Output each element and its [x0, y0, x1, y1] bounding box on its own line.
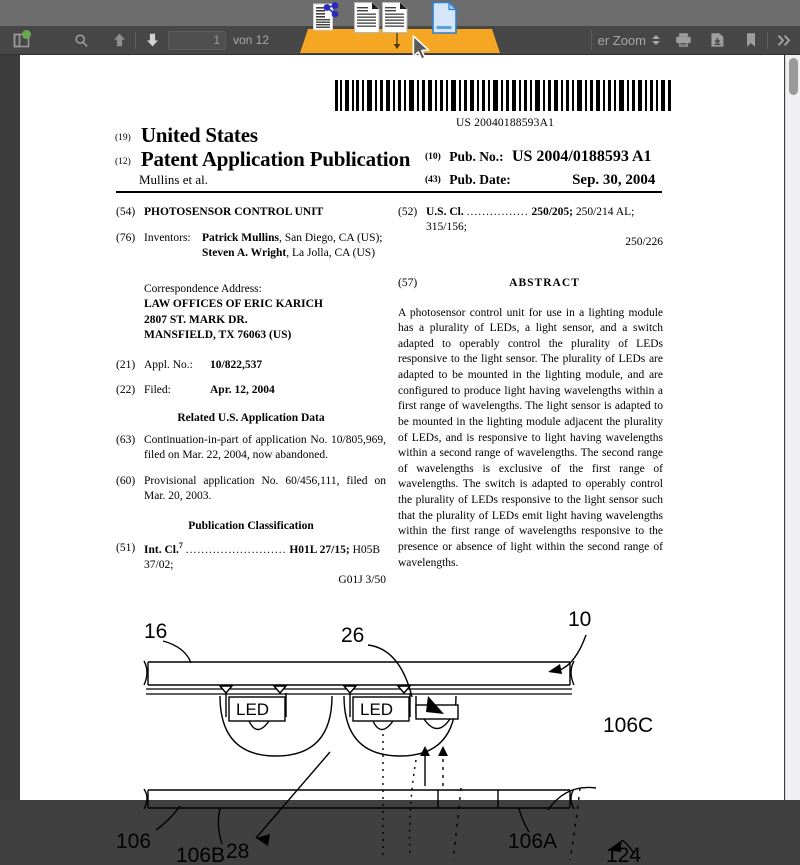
- scrollbar-thumb[interactable]: [789, 58, 798, 95]
- figure-label-16: 16: [144, 620, 168, 643]
- title-num: (54): [116, 206, 136, 218]
- us-cl-field: [398, 205, 663, 251]
- abstract-text: A photosensor control unit for use in a lighting module has a plurality of LEDs, a light sensor, and a switch adapted to operably control the plurality of LEDs responsive to the light sensor. The plurality of LEDs are adapted to be mounted in the lighting module, and are configured to produce light having wavelengths within a first range of wavelengths. The light sensor is adapted to be mounted in the lighting module adjacent the plurality of LEDs, and is responsive to light having wavelengths within a second range of wavelengths. The second range of wavelengths is exclusive of the first range of wavelengths. The switch is adapted to operably control the plurality of LEDs responsive to the light sensor such that the plurality of LEDs emit light having wavelengths within the first range of wavelengths responsive to the presence or absence of light within the second range of wavelengths.: [398, 306, 663, 569]
- int-cl-label: Int. Cl.: [144, 543, 179, 556]
- related-60-text: Provisional application No. 60/456,111, filed on Mar. 20, 2003.: [144, 475, 386, 503]
- invention-title: PHOTOSENSOR CONTROL UNIT: [144, 206, 324, 218]
- figure-label-10: 10: [568, 608, 592, 631]
- int-cl-value-secondary: H05B 37/02;: [144, 543, 381, 571]
- toolbar-divider: [135, 32, 136, 49]
- appl-no-num: (21): [116, 358, 136, 371]
- toolbar-right-group: [671, 29, 796, 52]
- search-icon: [74, 33, 89, 48]
- related-60-num: (60): [116, 475, 136, 488]
- drag-ghost-icons: [313, 1, 458, 37]
- figure-label-106: 106: [116, 830, 152, 853]
- kind-name: Patent Application Publication: [140, 147, 411, 171]
- us-cl-num: (52): [398, 206, 418, 218]
- inventors-label: Inventors:: [144, 232, 191, 245]
- country-name: United States: [140, 123, 258, 147]
- figure-labels: [116, 608, 653, 865]
- related-63-num: (63): [116, 433, 136, 446]
- barcode-block: [330, 80, 680, 129]
- inventors-body: [144, 231, 386, 261]
- mouse-cursor: [412, 35, 432, 67]
- right-column: [398, 205, 663, 571]
- int-cl-value-line-2: G01J 3/50: [338, 573, 386, 586]
- arrow-down-icon: [145, 32, 160, 48]
- appl-no-body: [144, 358, 386, 373]
- classification-heading: Publication Classification: [188, 519, 314, 532]
- next-page-button[interactable]: [140, 29, 164, 52]
- vertical-scrollbar[interactable]: [785, 55, 800, 800]
- arrow-up-icon: [112, 32, 127, 48]
- figure-label-106B: 106B: [176, 844, 226, 865]
- us-cl-value-secondary: 250/214 AL; 315/156;: [426, 206, 635, 234]
- previous-page-button[interactable]: [107, 29, 131, 52]
- authors-line: Mullins et al.: [139, 172, 208, 187]
- pub-no-label: Pub. No.:: [449, 149, 504, 164]
- barcode-number: US 20040188593A1: [455, 117, 555, 129]
- filed-field: [116, 383, 386, 398]
- zoom-select[interactable]: [591, 30, 665, 50]
- search-button[interactable]: [69, 29, 93, 52]
- figure-led-2: LED: [360, 700, 394, 719]
- download-button[interactable]: [705, 29, 729, 52]
- filed-num: (22): [116, 383, 136, 396]
- more-tools-button[interactable]: [772, 29, 796, 52]
- abstract-heading-row: [398, 277, 663, 289]
- kind-line: [115, 147, 410, 172]
- print-button[interactable]: [671, 29, 695, 52]
- appl-no-value: 10/822,537: [210, 358, 263, 371]
- int-cl-field: [116, 541, 386, 588]
- us-cl-value-primary: 250/205;: [531, 206, 573, 218]
- correspondence-label: Correspondence Address:: [144, 282, 262, 295]
- sidebar-toggle-button[interactable]: [9, 29, 33, 52]
- patent-figure: [116, 600, 676, 865]
- pub-date-num: (43): [425, 175, 441, 185]
- inventor-1-name: Patrick Mullins: [202, 232, 279, 245]
- int-cl-num: (51): [116, 541, 136, 554]
- country-num: (19): [115, 133, 131, 143]
- filed-value: Apr. 12, 2004: [210, 383, 275, 396]
- toolbar-divider-right: [767, 32, 768, 49]
- correspondence-body: [144, 282, 386, 344]
- pub-no-num: (10): [425, 152, 441, 162]
- country-line: [115, 123, 258, 148]
- related-63-field: [116, 433, 386, 463]
- us-cl-label: U.S. Cl.: [426, 206, 464, 218]
- inventor-1-location: , San Diego, CA (US);: [279, 232, 383, 245]
- filed-label: Filed:: [144, 383, 171, 396]
- appl-no-label: Appl. No.:: [144, 358, 193, 371]
- inventor-2-location: , La Jolla, CA (US): [286, 247, 376, 260]
- pub-date-line: [425, 172, 655, 189]
- pub-no-line: [425, 148, 652, 166]
- left-column: [116, 205, 386, 597]
- zoom-spinner-icon: [652, 35, 660, 45]
- correspondence-line-3: MANSFIELD, TX 76063 (US): [144, 329, 292, 342]
- abstract-num: (57): [398, 276, 418, 289]
- document-page-icon-2: [382, 1, 408, 39]
- zoom-value: er Zoom: [597, 32, 646, 48]
- figure-label-124: 124: [606, 844, 642, 865]
- inventors-num: (76): [116, 232, 136, 245]
- abstract-heading: ABSTRACT: [509, 276, 580, 289]
- related-data-heading: Related U.S. Application Data: [177, 411, 325, 424]
- chevron-double-right-icon: [776, 33, 793, 48]
- invention-title-field: [116, 205, 386, 220]
- pub-date-label: Pub. Date:: [449, 172, 511, 187]
- related-60-field: [116, 474, 386, 504]
- us-cl-value-line-2: 250/226: [625, 236, 663, 249]
- inventors-field: [116, 231, 386, 261]
- document-page-icon-1: [354, 1, 380, 39]
- appl-no-field: [116, 358, 386, 373]
- int-cl-superscript: 7: [178, 540, 183, 550]
- inventor-2-name: Steven A. Wright: [202, 247, 287, 260]
- filed-body: [144, 383, 386, 398]
- pub-no-value: US 2004/0188593 A1: [511, 148, 652, 165]
- int-cl-value-primary: H01L 27/15;: [289, 543, 350, 556]
- document-share-icon: [313, 1, 341, 35]
- figure-label-106A: 106A: [508, 830, 558, 853]
- related-63-text: Continuation-in-part of application No. 10/805,969, filed on Mar. 22, 2004, now abandoned.: [144, 433, 386, 462]
- us-cl-body: [426, 205, 663, 251]
- pdf-viewer-area: [0, 55, 800, 865]
- bookmark-button[interactable]: [739, 29, 763, 52]
- correspondence-line-2: 2807 ST. MARK DR.: [144, 313, 248, 326]
- figure-label-28: 28: [226, 840, 250, 863]
- int-cl-dots: ..........................: [185, 543, 287, 556]
- figure-drawing: [116, 600, 676, 865]
- page-number-input[interactable]: 1: [168, 31, 226, 50]
- correspondence-line-1: LAW OFFICES OF ERIC KARICH: [144, 298, 323, 311]
- kind-num: (12): [115, 157, 131, 167]
- pub-date-value: Sep. 30, 2004: [572, 172, 656, 188]
- pdf-page: [20, 55, 784, 865]
- barcode-image: [335, 80, 675, 111]
- document-blue-icon: [432, 1, 458, 40]
- us-cl-dots: ................: [466, 206, 529, 218]
- download-icon: [710, 32, 725, 48]
- page-count-label: von 12: [233, 33, 270, 47]
- sidebar-badge: [22, 30, 31, 39]
- header-rule: [116, 191, 662, 193]
- figure-led-1: LED: [236, 700, 270, 719]
- int-cl-body: [144, 541, 386, 588]
- figure-label-106C: 106C: [603, 714, 654, 737]
- figure-label-26: 26: [341, 624, 365, 647]
- printer-icon: [675, 32, 692, 48]
- bookmark-icon: [745, 32, 757, 48]
- correspondence-field: [116, 271, 386, 344]
